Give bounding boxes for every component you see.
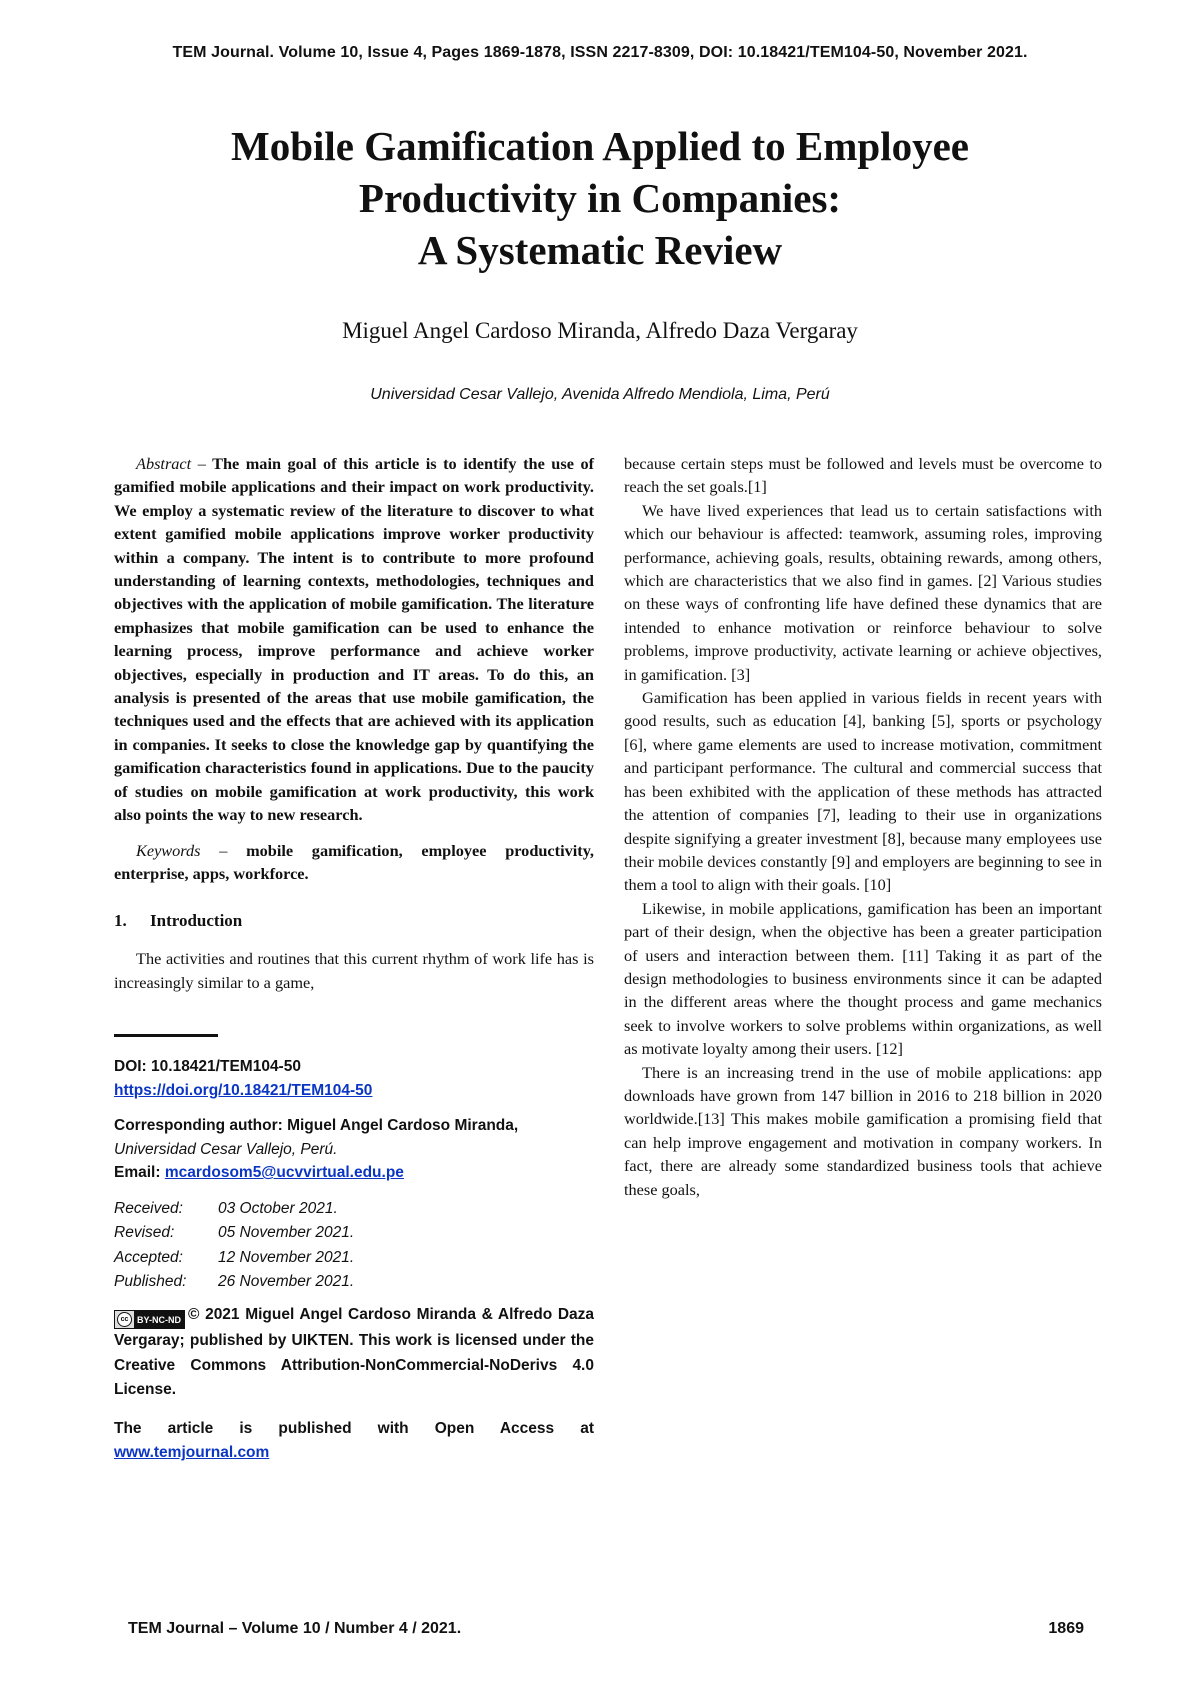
corresponding-name: Miguel Angel Cardoso Miranda, [287,1117,519,1135]
section-title: Introduction [150,911,243,931]
corresponding-block [114,1114,594,1185]
doi-block [114,1055,594,1102]
title-line-1: Mobile Gamification Applied to Employee [231,123,969,169]
section-number: 1. [114,911,127,931]
authors: Miguel Angel Cardoso Miranda, Alfredo Daza Vergaray [342,318,858,343]
footnote-divider [114,1034,218,1037]
body-paragraph-5: There is an increasing trend in the use of mobile applications: app downloads have grown from 147 billion in 2016 to 218 billion in 2020 worldwide.[13] This makes mobile gamification a promising field that can help improve engagement and motivation in company workers. In fact, there are already some standardized business tools that achieve these goals, [624,1062,1102,1199]
cc-license-badge[interactable] [114,1310,185,1329]
date-value: 12 November 2021. [218,1248,355,1266]
date-label: Published: [114,1273,187,1291]
email-link[interactable]: mcardosom5@ucvvirtual.edu.pe [164,1164,404,1182]
paper-title [80,120,1120,276]
title-line-2: Productivity in Companies: [358,175,842,222]
doi-label: DOI: 10.18421/TEM104-50 [114,1058,301,1076]
open-access-block [114,1417,594,1466]
keywords [114,839,594,886]
title-line-3: A Systematic Review [417,227,783,274]
date-value: 05 November 2021. [218,1224,355,1242]
date-row [114,1197,594,1222]
date-label: Received: [114,1199,183,1217]
abstract-text: The main goal of this article is to identify the use of gamified mobile applications and their impact on work productivity. We employ a systematic review of the literature to discover to what extent gamified mobile applications improve worker productivity within a company. The intent is to contribute to more profound understanding of learning contexts, methodologies, techniques and objectives with the application of mobile gamification. The literature emphasizes that mobile gamification can be used to enhance the learning process, improve performance and achieve worker objectives, especially in production and IT areas. To do this, an analysis is presented of the areas that use mobile gamification, the techniques used and the effects that are achieved with its application in companies. It seeks to close the knowledge gap by quantifying the gamification characteristics found in applications. Due to the paucity of studies on mobile gamification at work productivity, this work also points the way to new research. [114,454,595,825]
date-value: 03 October 2021. [218,1199,338,1217]
keywords-label: Keywords – [136,840,228,860]
body-paragraph-4: Likewise, in mobile applications, gamification has been an important part of their design, when the objective has been a greater participation of users and interaction between them. [11] Taking it as part of the design methodologies to business environments since it can be adapted in the different areas where the thought process and game mechanics seek to involve workers to solve problems within organizations, as well as motivate loyalty among their users. [12] [624,898,1102,1059]
date-value: 26 November 2021. [218,1273,355,1291]
license-block [114,1303,594,1403]
date-row [114,1221,594,1246]
email-label: Email: [114,1164,161,1182]
section-heading-introduction [114,911,594,931]
doi-link[interactable]: https://doi.org/10.18421/TEM104-50 [114,1081,373,1099]
corresponding-author [114,1114,594,1138]
dates-block [114,1197,594,1295]
date-label: Revised: [114,1224,175,1242]
email-line [114,1161,594,1185]
cc-badge-text: BY-NC-ND [134,1311,184,1328]
date-label: Accepted: [114,1248,183,1266]
cc-icon: cc [117,1312,132,1327]
date-row [114,1270,594,1295]
keywords-text: mobile gamification, employee productivity, enterprise, apps, workforce. [114,840,595,883]
footer-journal: TEM Journal – Volume 10 / Number 4 / 2021. [128,1620,462,1637]
body-paragraph-2: We have lived experiences that lead us to certain satisfactions with which our behaviour is affected: teamwork, assuming roles, improving performance, achieving goals, results, obtaining rewards, among others, which are characteristics that we also find in games. [2] Various studies on these ways of confronting life have defined these dynamics that are intended to enhance motivation or reinforce behaviour to solve problems, improve productivity, activate learning or achieve objectives, in gamification. [3] [624,500,1102,684]
abstract-label: Abstract – [136,454,206,473]
left-column [114,452,594,1466]
intro-paragraph: The activities and routines that this current rhythm of work life has is increasingly similar to a game, [114,949,594,992]
abstract [114,452,594,827]
affiliation: Universidad Cesar Vallejo, Avenida Alfredo Mendiola, Lima, Perú [370,386,830,403]
corresponding-label: Corresponding author: [114,1117,283,1135]
running-head: TEM Journal. Volume 10, Issue 4, Pages 1869-1878, ISSN 2217-8309, DOI: 10.18421/TEM104-50, November 2021. [172,44,1028,61]
date-row [114,1246,594,1271]
access-text: The article is published with Open Access at [114,1419,594,1437]
body-paragraph-3: Gamification has been applied in various fields in recent years with good results, such as education [4], banking [5], sports or psychology [6], where game elements are used to increase motivation, commitment and participant performance. The cultural and commercial success that has been exhibited with the application of these methods has attracted the attention of companies [7], leading to their use in organizations despite signifying a greater investment [8], because many employees use their mobile devices constantly [9] and employers are beginning to see in them a tool to align with their goals. [10] [624,688,1102,895]
license-text: © 2021 Miguel Angel Cardoso Miranda & Alfredo Daza Vergaray; published by UIKTEN. This work is licensed under the Creative Commons Attribution-NonCommercial-NoDerivs 4.0 License. [114,1305,594,1399]
journal-link[interactable]: www.temjournal.com [114,1444,270,1462]
corresponding-affiliation: Universidad Cesar Vallejo, Perú. [114,1140,338,1158]
body-paragraph-1: because certain steps must be followed and levels must be overcome to reach the set goals.[1] [624,454,1102,497]
right-column [624,452,1102,1201]
page-number: 1869 [1048,1620,1084,1637]
